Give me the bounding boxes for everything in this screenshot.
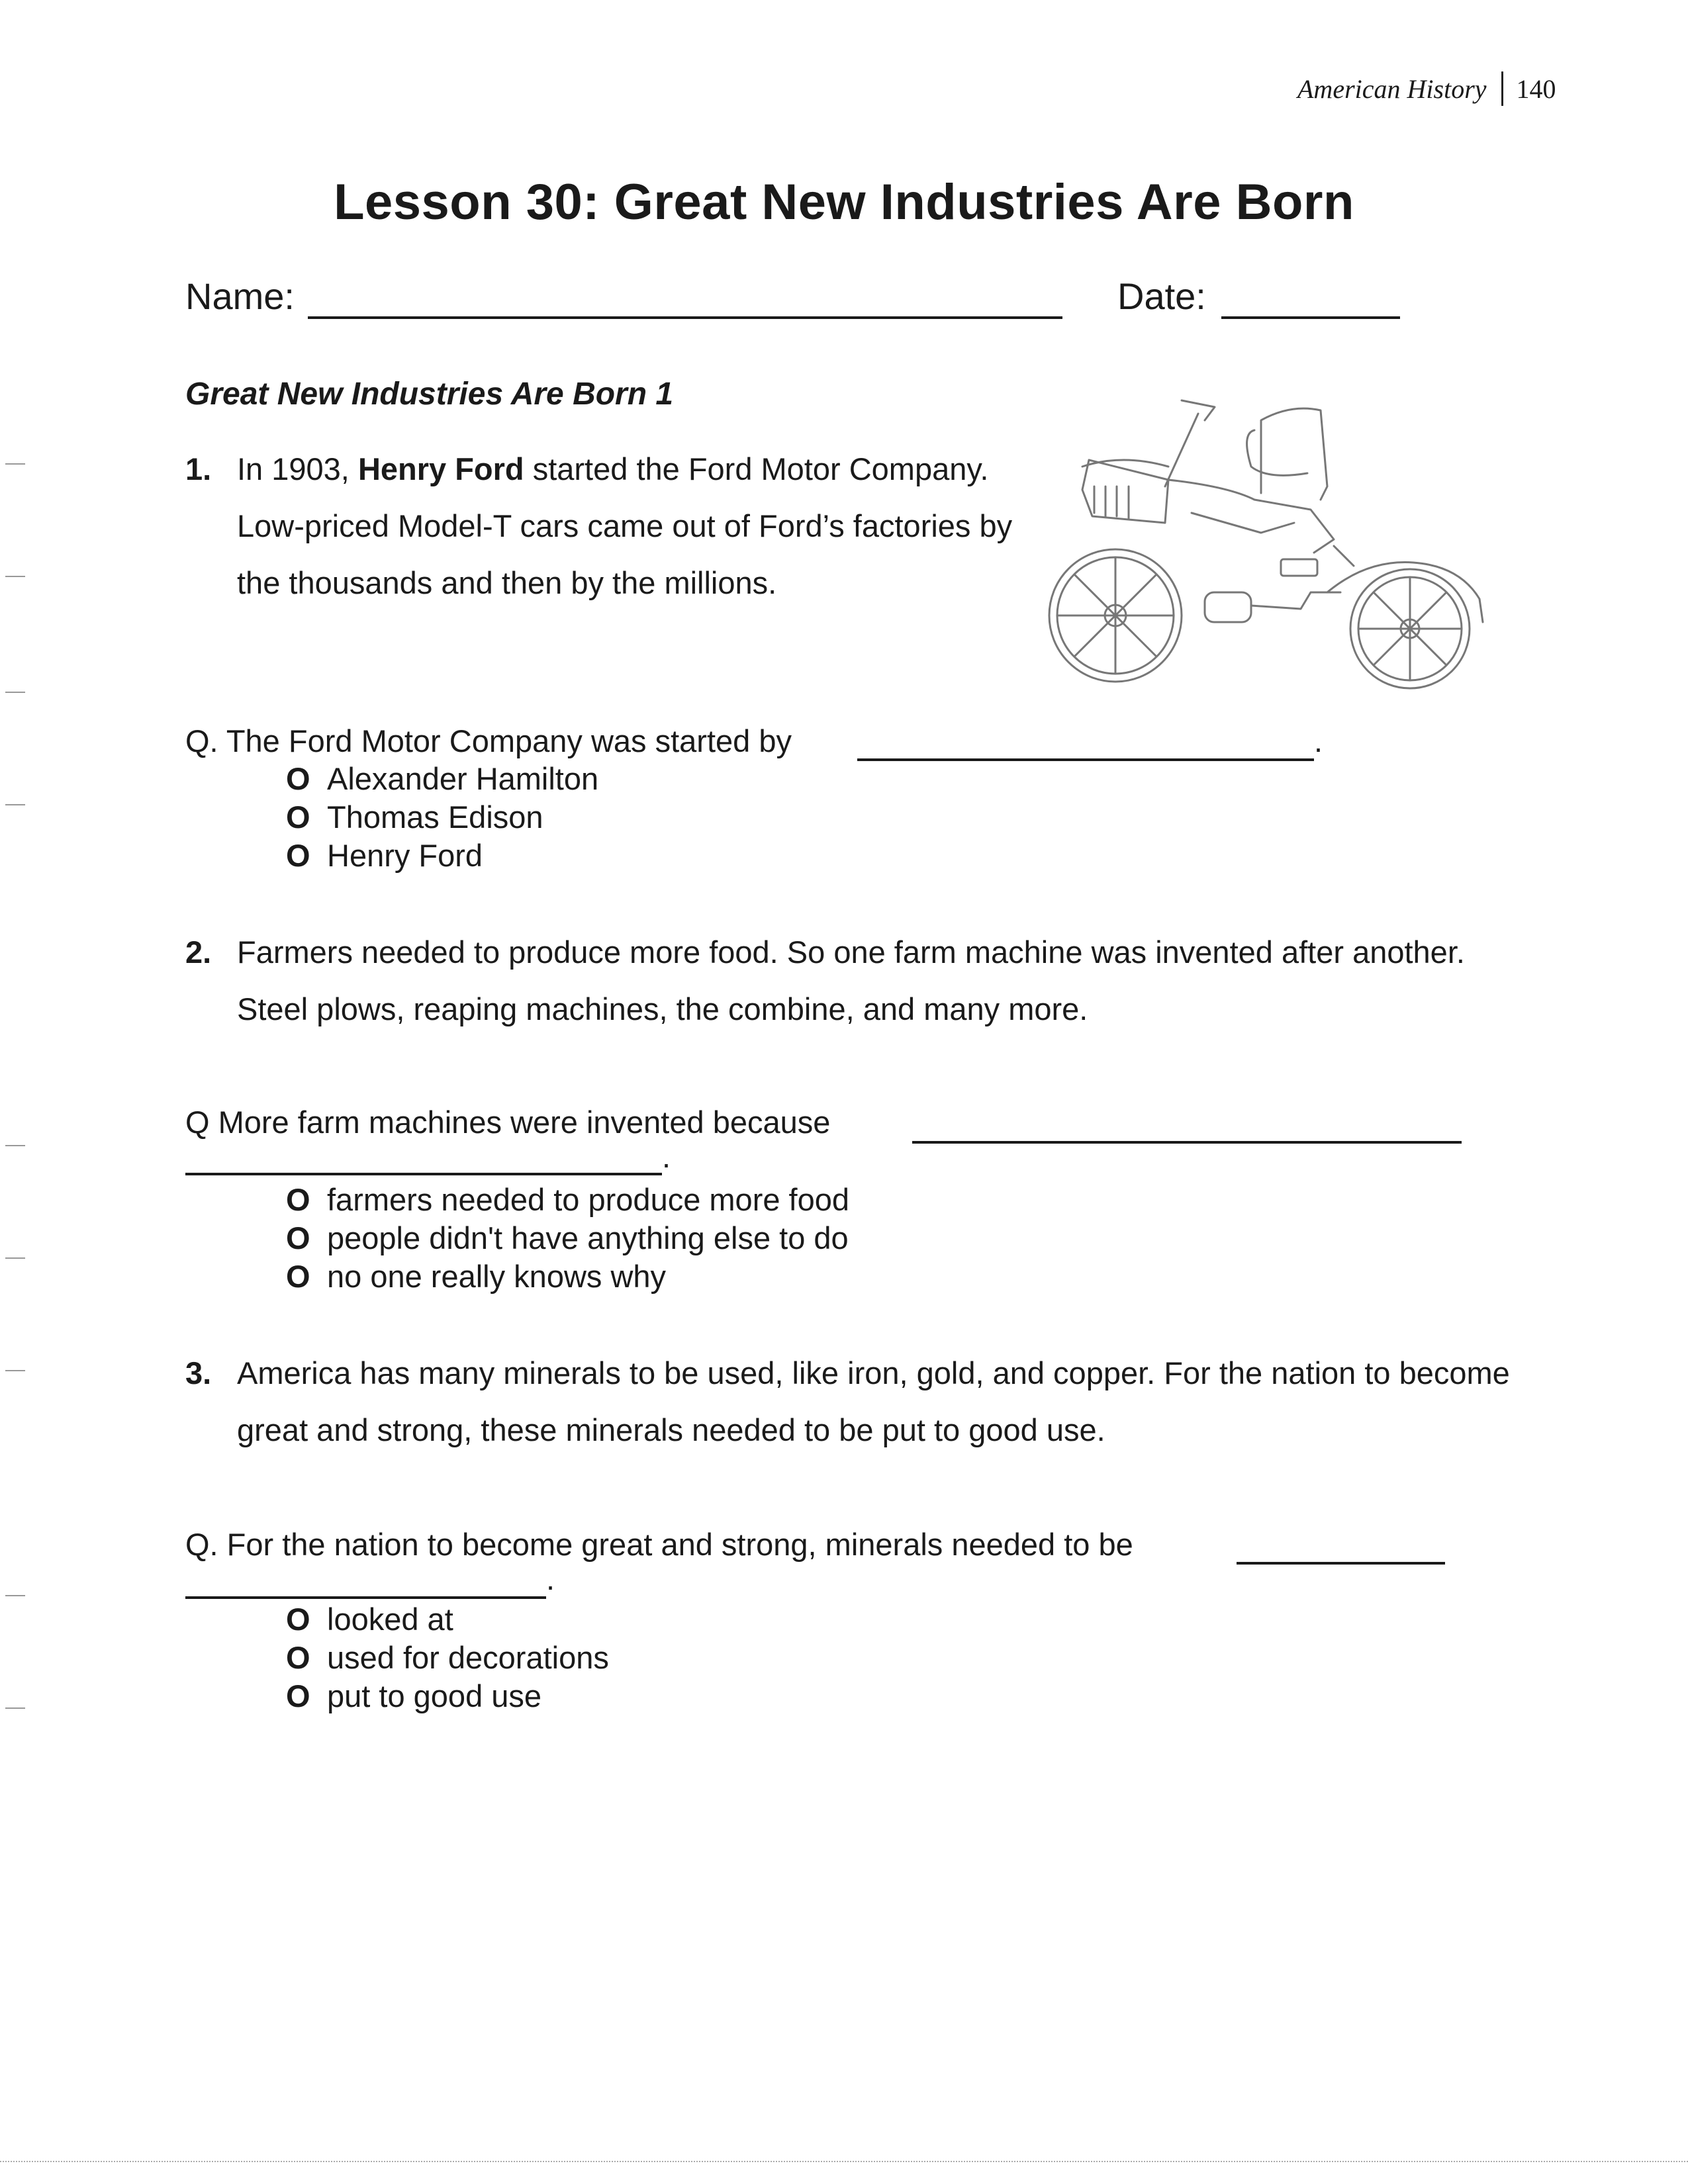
passage-text: Farmers needed to produce more food. So one farm machine was invented after another. Steel plows, reaping machines, the combine, and many more.	[237, 934, 1465, 1026]
options-2	[286, 1181, 849, 1296]
option-label: people didn't have anything else to do	[327, 1220, 849, 1255]
name-field[interactable]	[308, 316, 1062, 319]
date-field[interactable]	[1221, 316, 1400, 319]
lesson-title: Lesson 30: Great New Industries Are Born	[334, 174, 1354, 230]
question-3: Q. For the nation to become great and strong, minerals needed to be	[185, 1527, 1133, 1562]
radio-bubble[interactable]: O	[286, 799, 310, 835]
antique-car-icon	[1043, 381, 1506, 698]
option-label: Thomas Edison	[327, 799, 543, 835]
item-number: 1.	[185, 451, 212, 486]
margin-tick	[5, 1707, 25, 1709]
option-label: looked at	[327, 1602, 453, 1637]
answer-option[interactable]	[286, 798, 598, 837]
radio-bubble[interactable]: O	[286, 761, 310, 796]
blank-period: .	[1314, 723, 1323, 758]
answer-blank[interactable]	[857, 758, 1314, 761]
option-label: farmers needed to produce more food	[327, 1182, 850, 1217]
margin-tick	[5, 804, 25, 805]
page-number: 140	[1516, 74, 1556, 104]
option-label: no one really knows why	[327, 1259, 667, 1294]
answer-blank-continuation[interactable]	[185, 1173, 662, 1175]
option-label: Alexander Hamilton	[327, 761, 599, 796]
margin-tick	[5, 692, 25, 693]
answer-option[interactable]	[286, 1181, 849, 1219]
blank-period: .	[662, 1139, 671, 1174]
radio-bubble[interactable]: O	[286, 1220, 310, 1255]
radio-bubble[interactable]: O	[286, 1640, 310, 1675]
options-1	[286, 760, 598, 875]
margin-tick	[5, 463, 25, 465]
subject-label: American History	[1297, 74, 1487, 104]
date-label: Date:	[1117, 275, 1206, 317]
radio-bubble[interactable]: O	[286, 1602, 310, 1637]
answer-option[interactable]	[286, 837, 598, 875]
item-number: 2.	[185, 934, 212, 970]
answer-option[interactable]	[286, 1600, 609, 1639]
section-heading: Great New Industries Are Born 1	[185, 377, 674, 412]
answer-option[interactable]	[286, 1219, 849, 1257]
passage-2	[185, 924, 1503, 1038]
name-label: Name:	[185, 275, 295, 317]
blank-period: .	[546, 1561, 555, 1596]
margin-tick	[5, 1257, 25, 1259]
radio-bubble[interactable]: O	[286, 838, 310, 873]
answer-blank[interactable]	[1237, 1562, 1445, 1565]
answer-option[interactable]	[286, 1639, 609, 1677]
answer-option[interactable]	[286, 760, 598, 798]
passage-3	[185, 1345, 1523, 1459]
question-2: Q More farm machines were invented because	[185, 1105, 831, 1140]
options-3	[286, 1600, 609, 1715]
radio-bubble[interactable]: O	[286, 1259, 310, 1294]
answer-option[interactable]	[286, 1677, 609, 1715]
option-label: used for decorations	[327, 1640, 609, 1675]
item-number: 3.	[185, 1355, 212, 1390]
page-bottom-edge	[0, 2161, 1688, 2162]
answer-blank-continuation[interactable]	[185, 1596, 546, 1599]
passage-text: In 1903, Henry Ford started the Ford Motor Company. Low-priced Model-T cars came out of Ford’s factories by the thousands and then by the millions.	[237, 451, 1013, 600]
passage-1	[185, 441, 1026, 612]
margin-tick	[5, 576, 25, 577]
margin-tick	[5, 1145, 25, 1146]
answer-blank[interactable]	[912, 1141, 1462, 1144]
passage-bold-name: Henry Ford	[357, 451, 524, 486]
header-divider	[1501, 71, 1503, 106]
question-1: Q. The Ford Motor Company was started by	[185, 723, 792, 758]
option-label: Henry Ford	[327, 838, 483, 873]
margin-tick	[5, 1370, 25, 1371]
radio-bubble[interactable]: O	[286, 1182, 310, 1217]
margin-tick	[5, 1595, 25, 1596]
radio-bubble[interactable]: O	[286, 1678, 310, 1713]
running-header	[1297, 71, 1556, 106]
answer-option[interactable]	[286, 1257, 849, 1296]
passage-text: America has many minerals to be used, like iron, gold, and copper. For the nation to become great and strong, these minerals needed to be put to good use.	[237, 1355, 1510, 1447]
option-label: put to good use	[327, 1678, 542, 1713]
